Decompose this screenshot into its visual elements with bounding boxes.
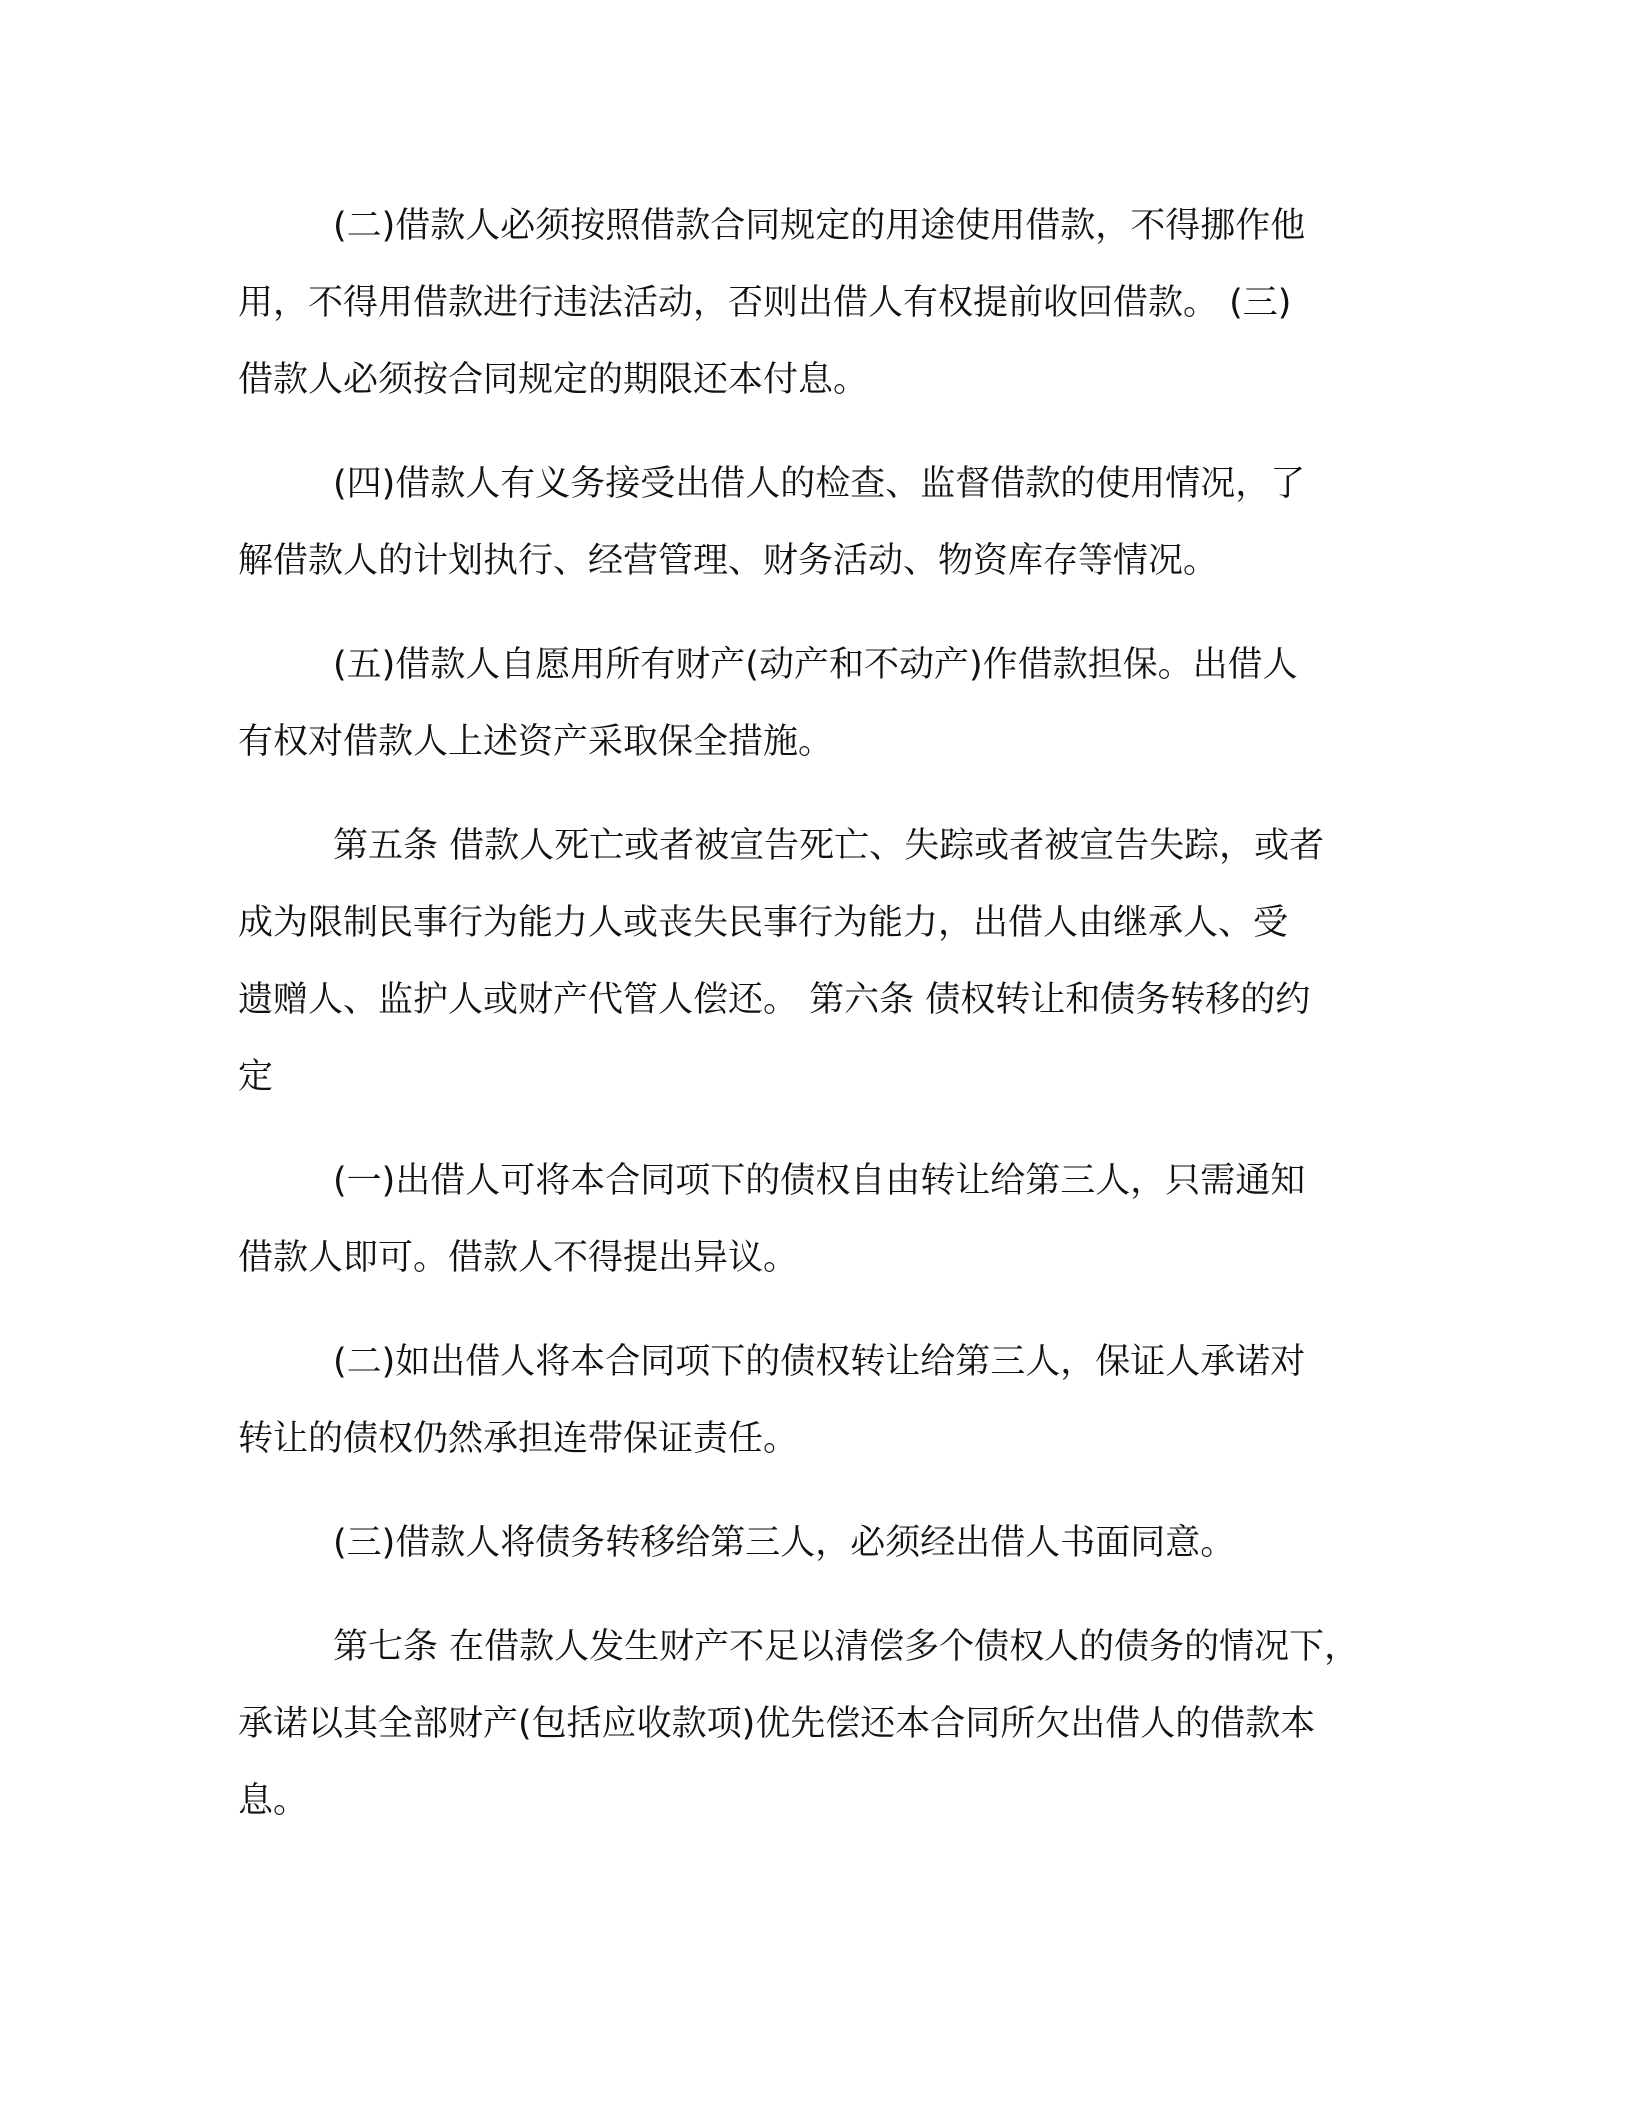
paragraph-line: 成为限制民事行为能力人或丧失民事行为能力，出借人由继承人、受 <box>238 903 1289 943</box>
paragraph-line: 息。 <box>238 1781 309 1821</box>
paragraph-line: 第七条 在借款人发生财产不足以清偿多个债权人的债务的情况下， <box>333 1627 1360 1667</box>
paragraph-line: (三)借款人将债务转移给第三人，必须经出借人书面同意。 <box>333 1523 1236 1563</box>
paragraph-line: 借款人必须按合同规定的期限还本付息。 <box>238 360 869 400</box>
paragraph-line: 遗赠人、监护人或财产代管人偿还。 第六条 债权转让和债务转移的约 <box>238 980 1311 1020</box>
paragraph-line: 第五条 借款人死亡或者被宣告死亡、失踪或者被宣告失踪，或者 <box>333 826 1325 866</box>
paragraph-line: (二)如出借人将本合同项下的债权转让给第三人，保证人承诺对 <box>333 1342 1306 1382</box>
paragraph-5 <box>238 627 1408 781</box>
paragraph-line: 承诺以其全部财产(包括应收款项)优先偿还本合同所欠出借人的借款本 <box>238 1704 1316 1744</box>
article-6-item-3 <box>238 1505 1408 1582</box>
paragraph-line: (四)借款人有义务接受出借人的检查、监督借款的使用情况，了 <box>333 464 1306 504</box>
paragraph-line: 借款人即可。借款人不得提出异议。 <box>238 1238 799 1278</box>
paragraph-line: 有权对借款人上述资产采取保全措施。 <box>238 722 834 762</box>
article-5 <box>238 808 1408 1116</box>
paragraph-line: 用，不得用借款进行违法活动，否则出借人有权提前收回借款。 (三) <box>238 283 1292 323</box>
paragraph-line: 解借款人的计划执行、经营管理、财务活动、物资库存等情况。 <box>238 541 1219 581</box>
paragraph-line: (二)借款人必须按照借款合同规定的用途使用借款，不得挪作他 <box>333 206 1306 246</box>
article-6-item-1 <box>238 1143 1408 1297</box>
paragraph-2 <box>238 188 1408 419</box>
paragraph-line: 转让的债权仍然承担连带保证责任。 <box>238 1419 799 1459</box>
paragraph-line: (一)出借人可将本合同项下的债权自由转让给第三人，只需通知 <box>333 1161 1306 1201</box>
paragraph-4 <box>238 446 1408 600</box>
paragraph-line: 定 <box>238 1057 274 1097</box>
article-6-item-2 <box>238 1324 1408 1478</box>
paragraph-line: (五)借款人自愿用所有财产(动产和不动产)作借款担保。出借人 <box>333 645 1298 685</box>
article-7 <box>238 1609 1408 1840</box>
document-body <box>238 188 1408 1867</box>
